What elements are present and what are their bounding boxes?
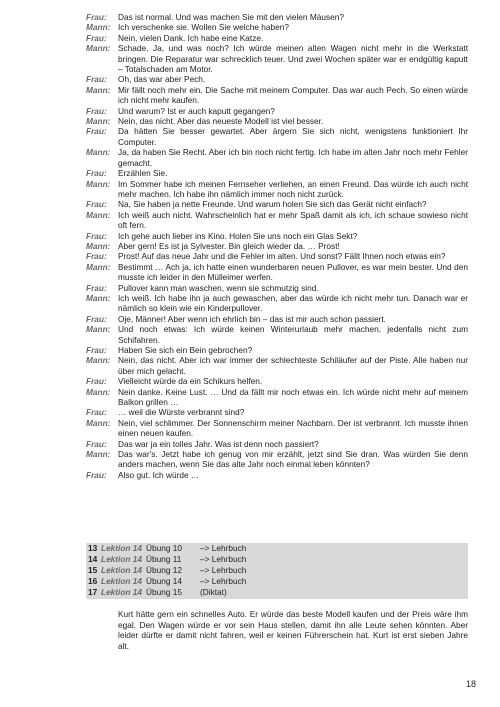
dialogue-text: Das war's. Jetzt habe ich genug von mir erzählt, jetzt sind Sie dran. Was würden Sie denn anders machen, wenn Sie das alte Jahr noch einmal leben könnten? [118, 449, 468, 470]
dialogue-line [86, 418, 468, 439]
speaker-label: Mann: [86, 84, 111, 95]
exercise-number: 16 [88, 576, 98, 586]
speaker-label: Frau: [86, 376, 107, 387]
exercise-number: 15 [88, 565, 98, 575]
speaker-label: Mann: [86, 292, 111, 303]
dialogue-line [86, 210, 468, 231]
speaker-label: Frau: [86, 345, 107, 355]
dialogue-text: Da hätten Sie besser gewartet. Aber ärgern Sie sich nicht, wenigstens funktioniert Ihr Computer. [118, 126, 468, 147]
dialogue-text: Schade. Ja, und was noch? Ich würde meinen alten Wagen nicht mehr in die Werkstatt bringen. Die Reparatur war schrecklich teuer. Und zwei Wochen später war er endgültig kaputt – Totalschaden am Motor. [118, 43, 468, 75]
dialogue-text: Ich verschenke sie. Wollen Sie welche haben? [118, 22, 289, 33]
speaker-label: Mann: [86, 417, 111, 428]
dialogue-line [86, 43, 468, 74]
dialogue-text: Prost! Auf das neue Jahr und die Fehler im alten. Und sonst? Fällt Ihnen noch etwas ein? [118, 251, 446, 262]
dialogue-text: Ich gehe auch lieber ins Kino. Holen Sie uns noch ein Glas Sekt? [118, 230, 358, 241]
dialogue-transcript [86, 12, 468, 480]
dialogue-line [86, 314, 468, 324]
speaker-label: Mann: [86, 261, 111, 272]
dialogue-text: Nein, vielen Dank. Ich habe eine Katze. [118, 32, 264, 43]
dialogue-line [86, 262, 468, 283]
dialogue-text: Pullover kann man waschen, wenn sie schmutzig sind. [118, 282, 319, 293]
speaker-label: Mann: [86, 22, 111, 33]
dialogue-text: Und noch etwas: Ich würde keinen Winterurlaub mehr machen, jedenfalls nicht zum Schifahren. [118, 324, 468, 345]
dialogue-line [86, 345, 468, 355]
speaker-label: Frau: [86, 74, 107, 85]
speaker-label: Mann: [86, 240, 111, 251]
speaker-label: Mann: [86, 386, 111, 397]
exercise-name: Übung 14 [146, 576, 182, 586]
dialogue-line [86, 168, 468, 178]
speaker-label: Mann: [86, 209, 111, 220]
speaker-label: Frau: [86, 407, 107, 418]
dialogue-text: Und warum? Ist er auch kaputt gegangen? [118, 105, 275, 116]
speaker-label: Frau: [86, 251, 107, 262]
speaker-label: Frau: [86, 126, 107, 137]
speaker-label: Frau: [86, 313, 107, 324]
page-number: 18 [466, 679, 477, 689]
dialogue-text: Nein danke. Keine Lust. … Und da fällt mir noch etwas ein. Ich würde nicht mehr auf meinem Balkon grillen … [118, 386, 468, 408]
exercise-lesson: Lektion 14 [101, 576, 143, 586]
speaker-label: Frau: [86, 469, 107, 480]
dialogue-text: Erzählen Sie. [118, 168, 168, 179]
dialogue-text: Mir fällt noch mehr ein. Die Sache mit meinem Computer. Das war auch Pech. So einen würde ich nicht mehr kaufen. [118, 84, 468, 106]
exercise-row [86, 565, 468, 576]
dialogue-line [86, 22, 468, 32]
speaker-label: Mann: [86, 43, 111, 54]
dialogue-text: Oje, Männer! Aber wenn ich ehrlich bin – das ist mir auch schon passiert. [118, 313, 386, 324]
dialogue-text: Nein, viel schlimmer. Der Sonnenschirm meiner Nachbarn. Der ist verbrannt. Ich musste ihnen einen neuen kaufen. [118, 417, 468, 439]
dialogue-text: Nein, das nicht. Aber das neueste Modell ist viel besser. [118, 116, 324, 127]
exercise-name: Übung 11 [146, 554, 182, 564]
dialogue-line [86, 74, 468, 84]
dialogue-line [86, 147, 468, 168]
dialogue-line [86, 376, 468, 386]
speaker-label: Mann: [86, 355, 111, 366]
dialogue-text: Bestimmt … Ach ja, ich hatte einen wunderbaren neuen Pullover, es war mein bester. Und den musste ich leider in den Mülleimer werfen. [118, 261, 468, 283]
exercise-list [86, 543, 468, 599]
dialogue-line [86, 126, 468, 147]
speaker-label: Frau: [86, 32, 107, 43]
exercise-lesson: Lektion 14 [101, 587, 143, 597]
dialogue-line [86, 241, 468, 251]
dialogue-line [86, 12, 468, 22]
exercise-name: Übung 15 [146, 587, 182, 597]
dialogue-text: Ich weiß auch nicht. Wahrscheinlich hat er mehr Spaß damit als ich, ich schaue sowieso nicht oft fern. [118, 209, 468, 231]
dialogue-line [86, 251, 468, 261]
exercise-lesson: Lektion 14 [101, 554, 143, 564]
exercise-number: 17 [88, 587, 98, 597]
speaker-label: Frau: [86, 199, 107, 210]
exercise-lesson: Lektion 14 [101, 543, 143, 553]
dictation-text: Kurt hätte gern ein schnelles Auto. Er würde das beste Modell kaufen und der Preis wäre ihm egal. Den Wagen würde er vor sein Haus stellen, damit ihn alle Leute sehen könnten. Aber leider dürfte er damit nicht fahren, weil er keinen Führerschein hat. Kurt ist erst sieben Jahre alt. [118, 609, 468, 651]
dialogue-text: … weil die Würste verbrannt sind? [118, 407, 245, 418]
dialogue-line [86, 355, 468, 376]
dialogue-line [86, 470, 468, 480]
dialogue-line [86, 439, 468, 449]
dialogue-text: Nein, das nicht. Aber ich war immer der schlechteste Schiläufer auf der Piste. Alle haben nur über mich gelacht. [118, 355, 468, 376]
speaker-label: Mann: [86, 147, 111, 158]
speaker-label: Mann: [86, 116, 111, 127]
dialogue-text: Vielleicht würde da ein Schikurs helfen. [118, 376, 263, 387]
speaker-label: Frau: [86, 282, 107, 293]
exercise-number: 14 [88, 554, 98, 564]
speaker-label: Frau: [86, 12, 107, 22]
exercise-reference: –> Lehrbuch [200, 576, 247, 586]
exercise-row [86, 554, 468, 565]
dialogue-text: Oh, das war aber Pech. [118, 74, 206, 85]
dialogue-line [86, 407, 468, 417]
dialogue-line [86, 293, 468, 314]
dialogue-line [86, 199, 468, 209]
speaker-label: Frau: [86, 230, 107, 241]
dialogue-text: Das ist normal. Und was machen Sie mit den vielen Mäusen? [118, 12, 344, 22]
exercise-row [86, 587, 468, 598]
dialogue-line [86, 85, 468, 106]
dialogue-line [86, 387, 468, 408]
exercise-number: 13 [88, 543, 98, 553]
exercise-name: Übung 10 [146, 543, 182, 553]
exercise-reference: –> Lehrbuch [200, 543, 247, 553]
speaker-label: Mann: [86, 449, 111, 460]
speaker-label: Mann: [86, 324, 111, 335]
dialogue-line [86, 179, 468, 200]
dialogue-text: Im Sommer habe ich meinen Fernseher verliehen, an einen Freund. Das würde ich auch nicht mehr machen. Ich habe ihn nämlich immer noch nicht zurück. [118, 178, 468, 199]
dialogue-line [86, 324, 468, 345]
speaker-label: Frau: [86, 105, 107, 116]
exercise-lesson: Lektion 14 [101, 565, 143, 575]
dialogue-text: Na, Sie haben ja nette Freunde. Und warum holen Sie sich das Gerät nicht einfach? [118, 199, 427, 210]
speaker-label: Frau: [86, 438, 107, 449]
exercise-reference: (Diktat) [200, 587, 227, 597]
dialogue-text: Haben Sie sich ein Bein gebrochen? [118, 345, 253, 355]
dialogue-line [86, 106, 468, 116]
dialogue-line [86, 231, 468, 241]
exercise-row [86, 576, 468, 587]
dialogue-line [86, 283, 468, 293]
exercise-row [86, 543, 468, 554]
exercise-name: Übung 12 [146, 565, 182, 575]
dialogue-text: Ja, da haben Sie Recht. Aber ich bin noch nicht fertig. Ich habe im alten Jahr noch mehr Fehler gemacht. [118, 147, 468, 168]
dialogue-text: Das war ja ein tolles Jahr. Was ist denn noch passiert? [118, 438, 319, 449]
speaker-label: Mann: [86, 178, 111, 189]
dialogue-text: Also gut. Ich würde … [118, 469, 200, 480]
dialogue-text: Aber gern! Es ist ja Sylvester. Bin gleich wieder da. … Prost! [118, 240, 340, 251]
exercise-reference: –> Lehrbuch [200, 565, 247, 575]
dialogue-text: Ich weiß. Ich habe ihn ja auch gewaschen, aber das würde ich nicht mehr tun. Danach war er nämlich so klein wie ein Kinderpullover. [118, 292, 468, 314]
exercise-reference: –> Lehrbuch [200, 554, 247, 564]
speaker-label: Frau: [86, 168, 107, 179]
dialogue-line [86, 449, 468, 470]
dialogue-line [86, 116, 468, 126]
dialogue-line [86, 33, 468, 43]
